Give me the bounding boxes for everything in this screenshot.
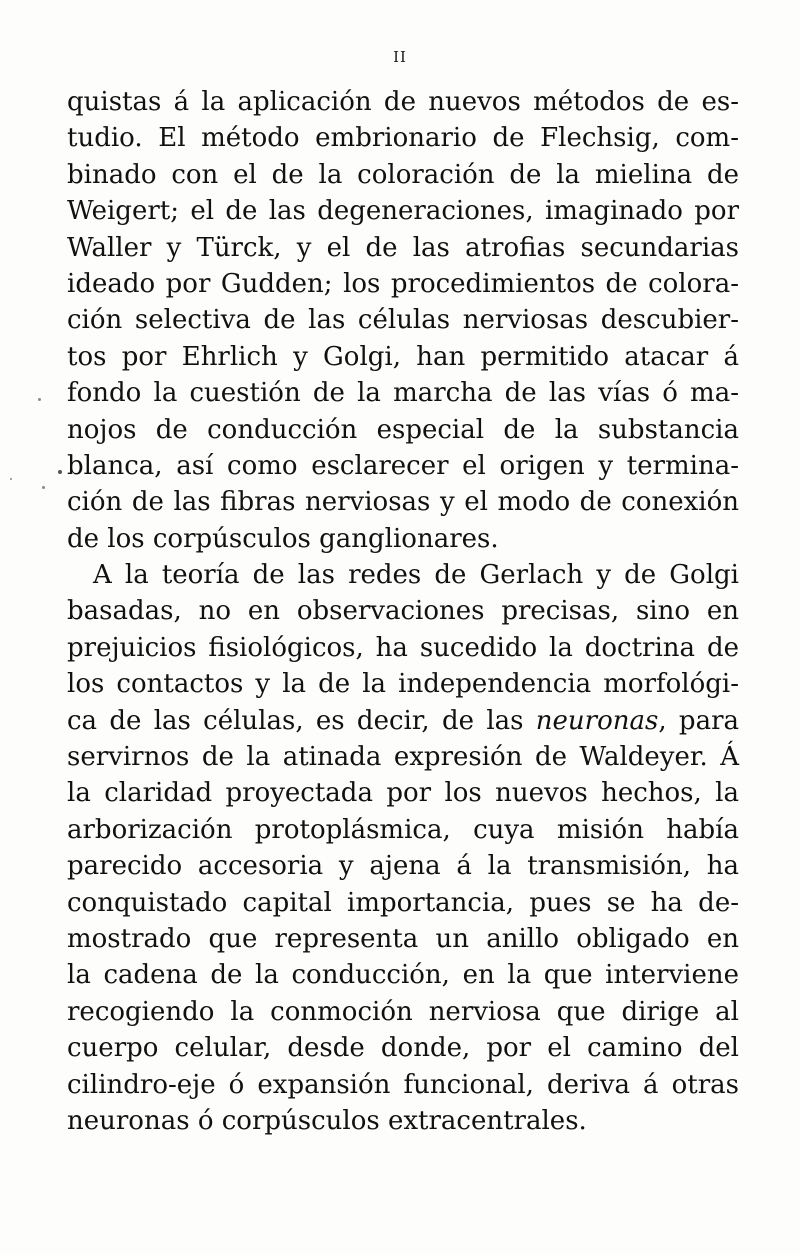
text-line: cuerpo celular, desde donde, por el camino del: [67, 1033, 739, 1064]
text-line: basadas, no en observaciones precisas, sino en: [67, 596, 739, 627]
text-segment: , para: [658, 705, 740, 736]
print-speck: [10, 478, 12, 480]
text-line: tudio. El método embrionario de Flechsig, com-: [67, 123, 739, 154]
text-line: ción de las fibras nerviosas y el modo de conexión: [67, 487, 739, 518]
text-line: blanca, así como esclarecer el origen y termina-: [67, 450, 739, 481]
text-segment: ca de las células, es decir, de las: [67, 705, 536, 736]
text-line: la cadena de la conducción, en la que interviene: [67, 960, 739, 991]
text-line: prejuicios fisiológicos, ha sucedido la doctrina de: [67, 632, 739, 663]
paragraph-1: [67, 84, 739, 557]
text-line: arborización protoplásmica, cuya misión había: [67, 814, 739, 845]
text-line: Waller y Türck, y el de las atrofias secundarias: [67, 232, 739, 263]
text-line: recogiendo la conmoción nerviosa que dirige al: [67, 996, 739, 1027]
text-line: conquistado capital importancia, pues se ha de-: [67, 887, 739, 918]
text-line: cilindro-eje ó expansión funcional, deriva á otras: [67, 1069, 739, 1100]
italic-term: neuronas: [535, 705, 659, 736]
text-line: la claridad proyectada por los nuevos hechos, la: [67, 778, 739, 809]
page-number: II: [393, 48, 407, 66]
paragraph-2: [67, 557, 739, 1139]
text-line: de los corpúsculos ganglionares.: [67, 523, 499, 554]
text-line: Weigert; el de las degeneraciones, imaginado por: [67, 196, 739, 227]
text-line: binado con el de la coloración de la mielina de: [67, 159, 739, 190]
text-line: los contactos y la de la independencia morfológi-: [67, 669, 739, 700]
text-line: parecido accesoria y ajena á la transmisión, ha: [67, 851, 739, 882]
text-line: neuronas ó corpúsculos extracentrales.: [67, 1105, 587, 1136]
text-line: fondo la cuestión de la marcha de las vías ó ma-: [67, 378, 739, 409]
text-line: servirnos de la atinada expresión de Waldeyer. Á: [67, 742, 739, 773]
print-speck: [38, 398, 41, 401]
print-speck: [58, 470, 62, 474]
text-line: tos por Ehrlich y Golgi, han permitido atacar á: [67, 341, 739, 372]
text-line: nojos de conducción especial de la substancia: [67, 414, 739, 445]
text-line-with-italic: [67, 703, 739, 739]
body-text: [67, 84, 739, 1139]
text-line: quistas á la aplicación de nuevos métodos de es-: [67, 87, 739, 117]
text-line: ción selectiva de las células nerviosas descubier-: [67, 305, 739, 336]
print-speck: [42, 486, 45, 489]
text-line: ideado por Gudden; los procedimientos de colora-: [67, 268, 739, 299]
text-line: A la teoría de las redes de Gerlach y de Golgi: [93, 560, 739, 591]
text-line: mostrado que representa un anillo obligado en: [67, 923, 739, 954]
